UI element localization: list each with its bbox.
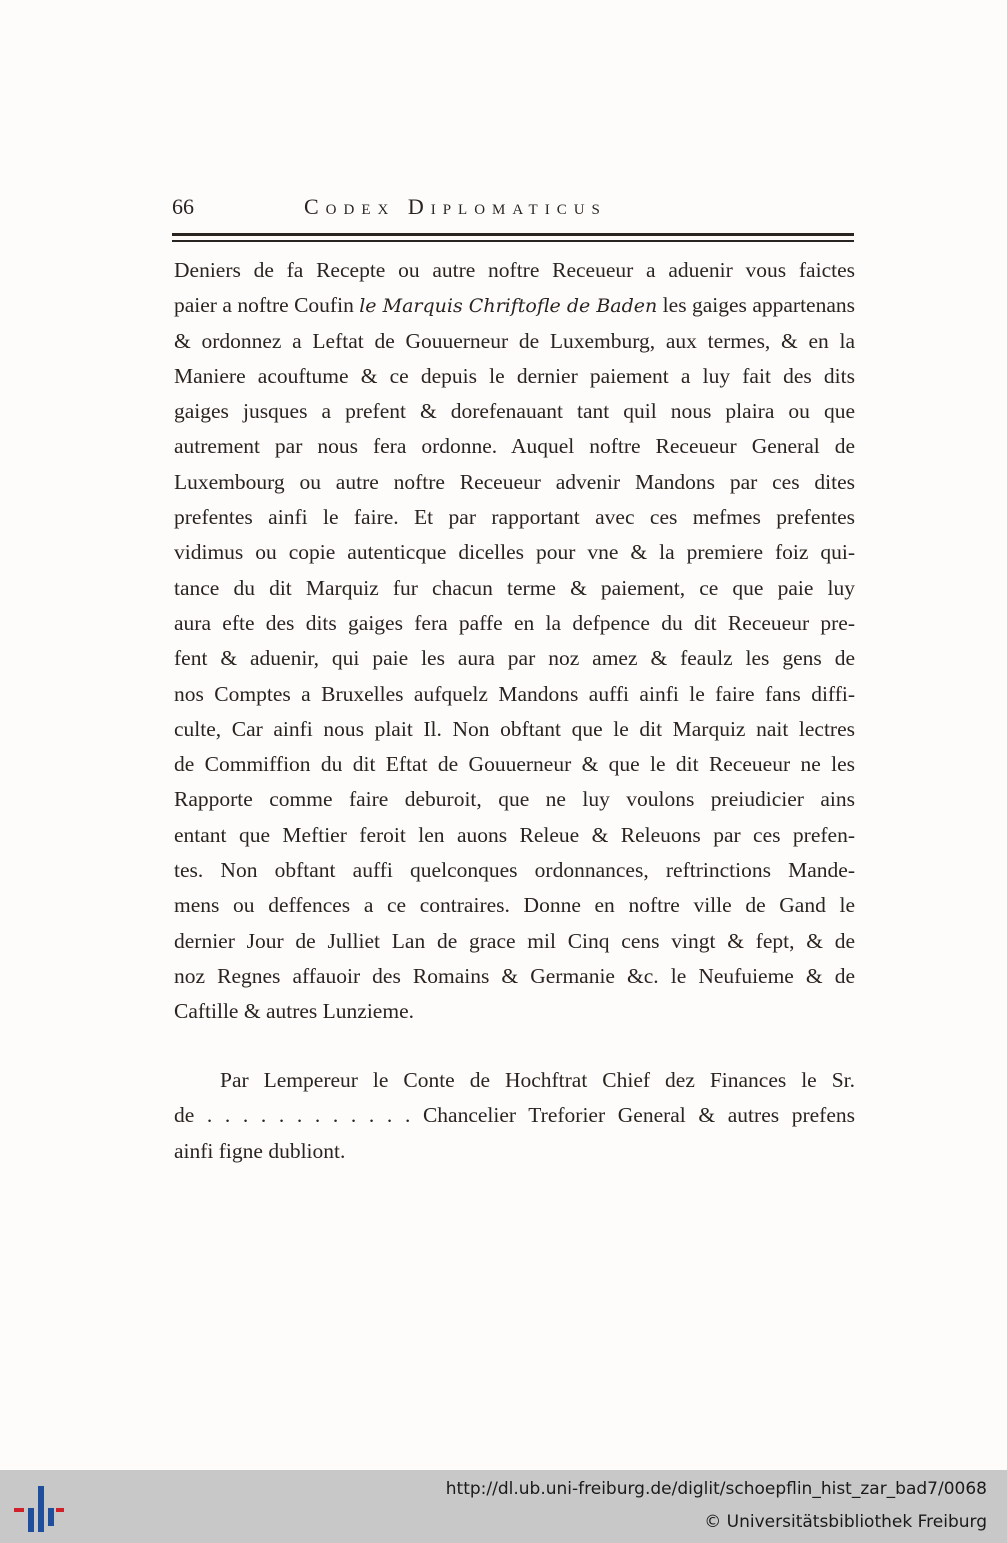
text-segment: entant que Meftier feroit len auons Releue & Releuons par ces prefen- [174,822,855,847]
text-line [174,712,855,747]
closing-line: Par Lempereur le Conte de Hochftrat Chief dez Finances le Sr. [220,1068,855,1092]
text-line [174,677,855,712]
text-line [174,924,855,959]
page-number: 66 [172,194,194,219]
text-line [174,465,855,500]
footer-copyright: © Universitätsbibliothek Freiburg [704,1512,987,1532]
text-segment: dernier Jour de Julliet Lan de grace mil Cinq cens vingt & fept, & de [174,928,855,953]
text-line [174,253,855,288]
text-line [174,959,855,994]
text-segment: culte, Car ainfi nous plait Il. Non obftant que le dit Marquiz nait lectres [174,716,855,741]
text-line [174,747,855,782]
text-segment: noz Regnes affauoir des Romains & Germanie &c. le Neufuieme & de [174,963,855,988]
text-segment: fent & aduenir, qui paie les aura par noz amez & feaulz les gens de [174,646,855,671]
running-title: Codex Diplomaticus [304,194,607,219]
text-line [174,500,855,535]
text-segment: Rapporte comme faire deburoit, que ne luy voulons preiudicier ains [174,787,855,812]
closing-line: ainfi figne dubliont. [174,1138,346,1163]
text-segment: Luxembourg ou autre noftre Receueur advenir Mandons par ces dites [174,469,855,494]
text-line [174,641,855,676]
text-line [174,853,855,888]
text-line [174,288,855,323]
text-line [174,324,855,359]
closing-line: de . . . . . . . . . . . . Chancelier Treforier General & autres prefens [174,1103,855,1128]
text-segment: & ordonnez a Leftat de Gouuerneur de Luxemburg, aux termes, & en la [174,328,855,353]
footer-bar [0,1470,1007,1543]
text-segment: Caftille & autres Lunzieme. [174,999,414,1024]
text-line [174,394,855,429]
text-line [174,359,855,394]
text-line [174,888,855,923]
text-segment: tance du dit Marquiz fur chacun terme & paiement, ce que paie luy [174,575,855,600]
text-line [174,994,855,1029]
document-signature-block [174,1063,855,1169]
text-line [174,818,855,853]
text-line [174,429,855,464]
text-segment: nos Comptes a Bruxelles aufquelz Mandons auffi ainfi le faire fans diffi- [174,681,855,706]
text-segment: autrement par nous fera ordonne. Auquel noftre Receueur General de [174,434,855,459]
text-segment: Maniere acouftume & ce depuis le dernier paiement a luy fait des dits [174,363,855,388]
italic-name: le Marquis Chriftofle de Baden [359,295,658,318]
text-line [174,571,855,606]
text-line [174,782,855,817]
text-segment: tes. Non obftant auffi quelconques ordonnances, reftrinctions Mande- [174,858,855,883]
page-header [172,194,854,224]
text-segment: mens ou deffences a ce contraires. Donne en noftre ville de Gand le [174,893,855,918]
footer-url-link[interactable]: http://dl.ub.uni-freiburg.de/diglit/schoepflin_hist_zar_bad7/0068 [445,1479,987,1499]
ub-freiburg-logo-icon[interactable] [14,1484,64,1534]
text-line [174,535,855,570]
document-body [174,253,855,1030]
text-segment: Deniers de fa Recepte ou autre noftre Receueur a aduenir vous faictes [174,258,855,282]
text-segment: prefentes ainfi le faire. Et par rapportant avec ces mefmes prefentes [174,505,855,530]
text-segment: aura efte des dits gaiges fera paffe en la defpence du dit Receueur pre- [174,610,855,635]
text-segment: vidimus ou copie autenticque dicelles pour vne & la premiere foiz qui- [174,540,855,565]
text-segment: gaiges jusques a prefent & dorefenauant tant quil nous plaira ou que [174,399,855,424]
text-segment: les gaiges appartenans [657,293,855,318]
text-segment: paier a noftre Coufin [174,293,360,318]
header-rule-thick [172,233,854,236]
header-double-rule [172,233,854,245]
text-line [174,606,855,641]
text-segment: de Commiffion du dit Eftat de Gouuerneur & que le dit Receueur ne les [174,752,855,777]
header-rule-thin [172,240,854,242]
